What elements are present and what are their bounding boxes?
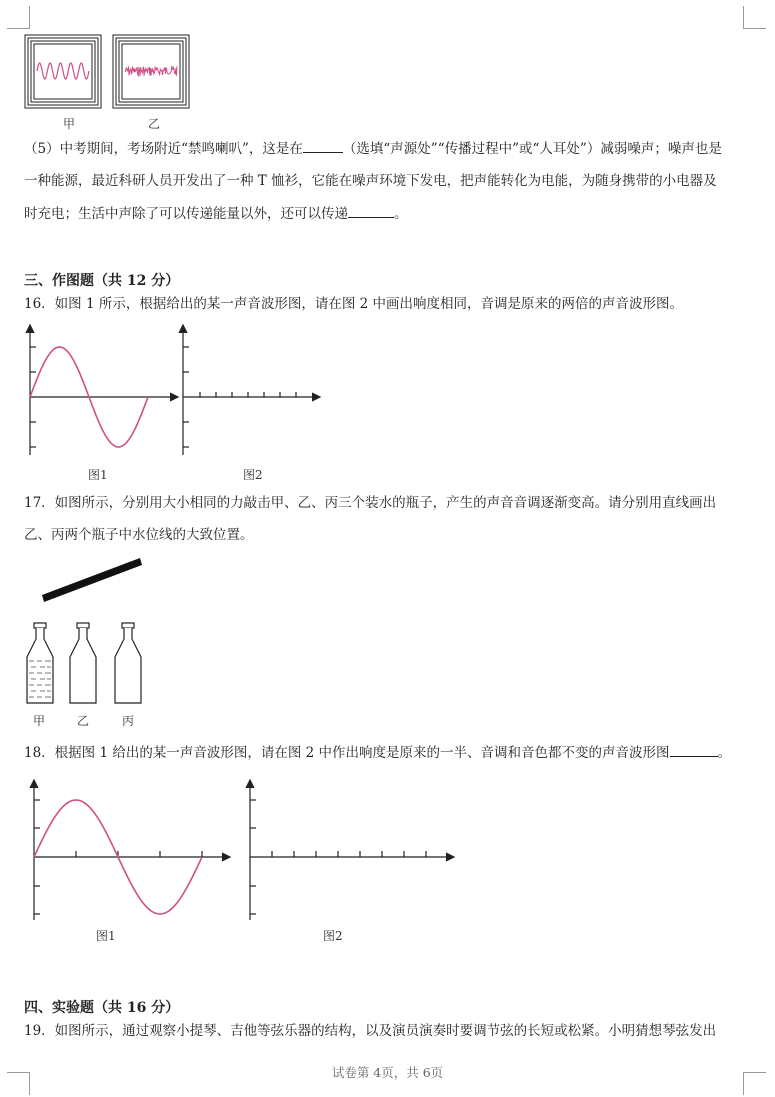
scope-label-yi: 乙: [148, 117, 161, 131]
scope-jia: [25, 35, 101, 108]
q16-text: 16．如图 1 所示，根据给出的某一声音波形图，请在图 2 中画出响度相同，音调是原来的两倍的声音波形图。: [24, 296, 684, 312]
bottle-label-yi: 乙: [77, 714, 90, 728]
scope-label-jia: 甲: [63, 117, 76, 131]
answer-blank[interactable]: [348, 203, 394, 218]
section-3-title: 三、作图题（共 12 分）: [24, 273, 180, 289]
q18-end: 。: [717, 745, 732, 761]
q17-figure: [22, 555, 182, 705]
answer-blank[interactable]: [670, 742, 718, 757]
q17-line1: 17．如图所示，分别用大小相同的力敲击甲、乙、丙三个装水的瓶子，产生的声音音调逐渐变高。请分别用直线画出: [24, 495, 717, 511]
oscilloscope-figure: [24, 34, 224, 114]
q15-5-text-c: 时充电；生活中声除了可以传递能量以外，还可以传递: [24, 206, 348, 222]
section-4-title: 四、实验题（共 16 分）: [24, 1000, 180, 1016]
corner-mark-top-left: [7, 6, 30, 29]
bottle-jia: [27, 623, 53, 703]
corner-mark-top-right: [743, 6, 766, 29]
q18-line: [24, 742, 731, 763]
q18-fig1-axes: [30, 780, 230, 920]
q16-fig2-axes: [179, 325, 320, 455]
striking-stick: [42, 558, 142, 602]
q15-5-line3: [24, 203, 408, 224]
q18-fig2-caption: 图2: [323, 929, 343, 943]
q18-fig2-axes: [246, 780, 454, 920]
q15-5-line2: 一种能源，最近科研人员开发出了一种 T 恤衫，它能在噪声环境下发电，把声能转化为电能，为随身携带的小电器及: [24, 173, 717, 189]
q15-5-text-a: （5）中考期间，考场附近“禁鸣喇叭”，这是在: [24, 141, 303, 157]
q18-text: 18．根据图 1 给出的某一声音波形图，请在图 2 中作出响度是原来的一半、音调和音色都不变的声音波形图: [24, 745, 670, 761]
q16-fig2-caption: 图2: [243, 468, 263, 482]
page-footer: 试卷第 4页，共 6页: [331, 1065, 444, 1080]
bottle-bing: [115, 623, 141, 703]
q16-fig1-caption: 图1: [88, 468, 108, 482]
bottle-label-jia: 甲: [33, 714, 46, 728]
q18-figures: [26, 780, 466, 930]
q16-fig1-axes: [26, 325, 178, 455]
answer-blank[interactable]: [303, 138, 343, 153]
bottle-label-bing: 丙: [122, 714, 135, 728]
bottle-yi: [70, 623, 96, 703]
q19-text: 19．如图所示，通过观察小提琴、吉他等弦乐器的结构，以及演员演奏时要调节弦的长短或松紧。小明猜想琴弦发出: [24, 1023, 717, 1039]
q15-5-end: 。: [394, 206, 408, 222]
q15-5-line1: [24, 138, 722, 159]
q15-5-text-b: （选填“声源处”“传播过程中”或“人耳处”）减弱噪声；噪声也是: [342, 141, 722, 157]
q18-fig1-caption: 图1: [96, 929, 116, 943]
q16-figures: [24, 325, 344, 465]
scope-yi: [113, 35, 189, 108]
q17-line2: 乙、丙两个瓶子中水位线的大致位置。: [24, 527, 254, 543]
